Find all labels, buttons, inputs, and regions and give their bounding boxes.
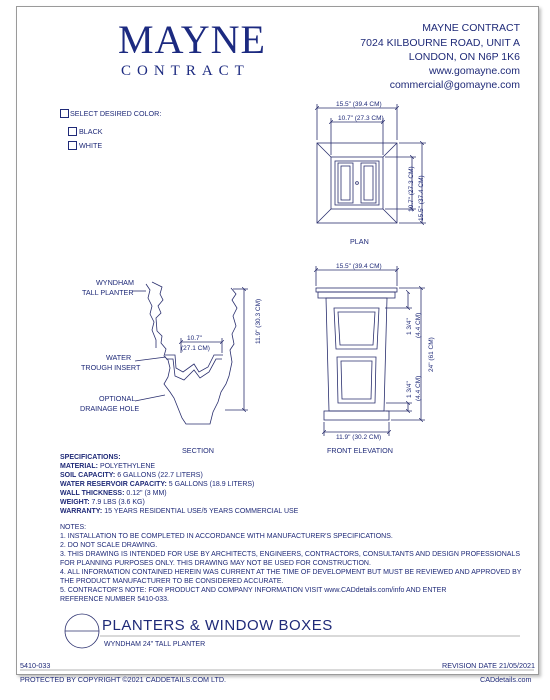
drawing-subtitle: WYNDHAM 24" TALL PLANTER: [104, 641, 206, 648]
elev-dim-upper-1: 1 3/4": [406, 318, 413, 335]
notes-heading: NOTES:: [60, 524, 87, 531]
note-line: 3. THIS DRAWING IS INTENDED FOR USE BY ARCHITECTS, ENGINEERS, CONTRACTORS, CONSULTANTS AND DESIGN PROFESSIONALS: [60, 551, 520, 558]
specs-heading: SPECIFICATIONS:: [60, 454, 121, 461]
note-line: 2. DO NOT SCALE DRAWING.: [60, 542, 158, 549]
plan-dim-right-outer: 15.5" (37.4 CM): [418, 175, 425, 221]
select-color-heading: SELECT DESIRED COLOR:: [70, 109, 162, 118]
callout-trough-1: WATER: [106, 353, 132, 362]
callout-drain-2: DRAINAGE HOLE: [80, 404, 140, 413]
address-line-2: LONDON, ON N6P 1K6: [408, 51, 520, 63]
spec-row: MATERIAL: POLYETHYLENE: [60, 463, 156, 470]
front-elevation-view: [316, 266, 425, 436]
elev-dim-lower-2: (4.4 CM): [415, 375, 422, 401]
section-dim-width-2: (27.1 CM): [181, 345, 210, 352]
caddetails-link[interactable]: CADdetails.com: [480, 675, 532, 684]
spec-row: WALL THICKNESS: 0.12" (3 MM): [60, 490, 167, 497]
plan-dim-top-outer: 15.5" (39.4 CM): [336, 101, 382, 108]
company-name: MAYNE CONTRACT: [422, 22, 520, 34]
section-dim-width-1: 10.7": [187, 335, 202, 342]
spec-row: WEIGHT: 7.9 LBS (3.6 KG): [60, 499, 145, 506]
section-dim-height: 11.9" (30.3 CM): [255, 298, 262, 344]
note-line: THE PRODUCT MANUFACTURER TO BE CONSIDERED ACCURATE.: [60, 578, 284, 585]
callout-planter-2: TALL PLANTER: [82, 288, 134, 297]
email-link[interactable]: commercial@gomayne.com: [389, 79, 520, 91]
elevation-label: FRONT ELEVATION: [327, 446, 393, 455]
spec-row: WARRANTY: 15 YEARS RESIDENTIAL USE/5 YEARS COMMERCIAL USE: [60, 508, 299, 515]
elev-dim-total: 24" (61 CM): [428, 337, 435, 372]
callout-drain-1: OPTIONAL: [99, 394, 136, 403]
elev-dim-bottom: 11.9" (30.2 CM): [336, 434, 382, 441]
copyright-text: PROTECTED BY COPYRIGHT ©2021 CADDETAILS.COM LTD.: [20, 675, 227, 684]
section-view: [132, 282, 248, 424]
note-line: 1. INSTALLATION TO BE COMPLETED IN ACCORDANCE WITH MANUFACTURER'S SPECIFICATIONS.: [60, 533, 393, 540]
spec-row: WATER RESERVOIR CAPACITY: 5 GALLONS (18.9 LITERS): [60, 481, 255, 488]
note-line: REFERENCE NUMBER 5410-033.: [60, 596, 169, 603]
plan-dim-top-inner: 10.7" (27.3 CM): [338, 115, 384, 122]
plan-dim-right-inner: 10.7" (27.3 CM): [408, 166, 415, 212]
note-line: 4. ALL INFORMATION CONTAINED HEREIN WAS CURRENT AT THE TIME OF DEVELOPMENT BUT MUST BE REVIEWED AND APPROVED BY: [60, 569, 522, 576]
drawing-title: PLANTERS & WINDOW BOXES: [102, 617, 333, 634]
elev-dim-upper-2: (4.4 CM): [415, 312, 422, 338]
address-line-1: 7024 KILBOURNE ROAD, UNIT A: [360, 37, 520, 49]
spec-row: SOIL CAPACITY: 6 GALLONS (22.7 LITERS): [60, 472, 203, 479]
website-link[interactable]: www.gomayne.com: [428, 65, 520, 77]
callout-trough-2: TROUGH INSERT: [81, 363, 141, 372]
elev-dim-lower-1: 1 3/4": [406, 381, 413, 398]
reference-number: 5410-033: [20, 661, 51, 670]
note-line: FOR PLANNING PURPOSES ONLY. THIS DRAWING MAY NOT BE USED FOR CONSTRUCTION.: [60, 560, 371, 567]
logo-wordmark: MAYNE: [118, 17, 266, 62]
white-option-label: WHITE: [79, 141, 103, 150]
logo-subtitle: CONTRACT: [121, 63, 250, 79]
plan-label: PLAN: [350, 237, 369, 246]
note-line: 5. CONTRACTOR'S NOTE: FOR PRODUCT AND COMPANY INFORMATION VISIT www.CADdetails.com/info AND ENTER: [60, 587, 447, 594]
revision-date: REVISION DATE 21/05/2021: [442, 661, 535, 670]
section-label: SECTION: [182, 446, 214, 455]
black-option-label: BLACK: [79, 127, 103, 136]
callout-planter-1: WYNDHAM: [96, 278, 134, 287]
elev-dim-top: 15.5" (39.4 CM): [336, 263, 382, 270]
